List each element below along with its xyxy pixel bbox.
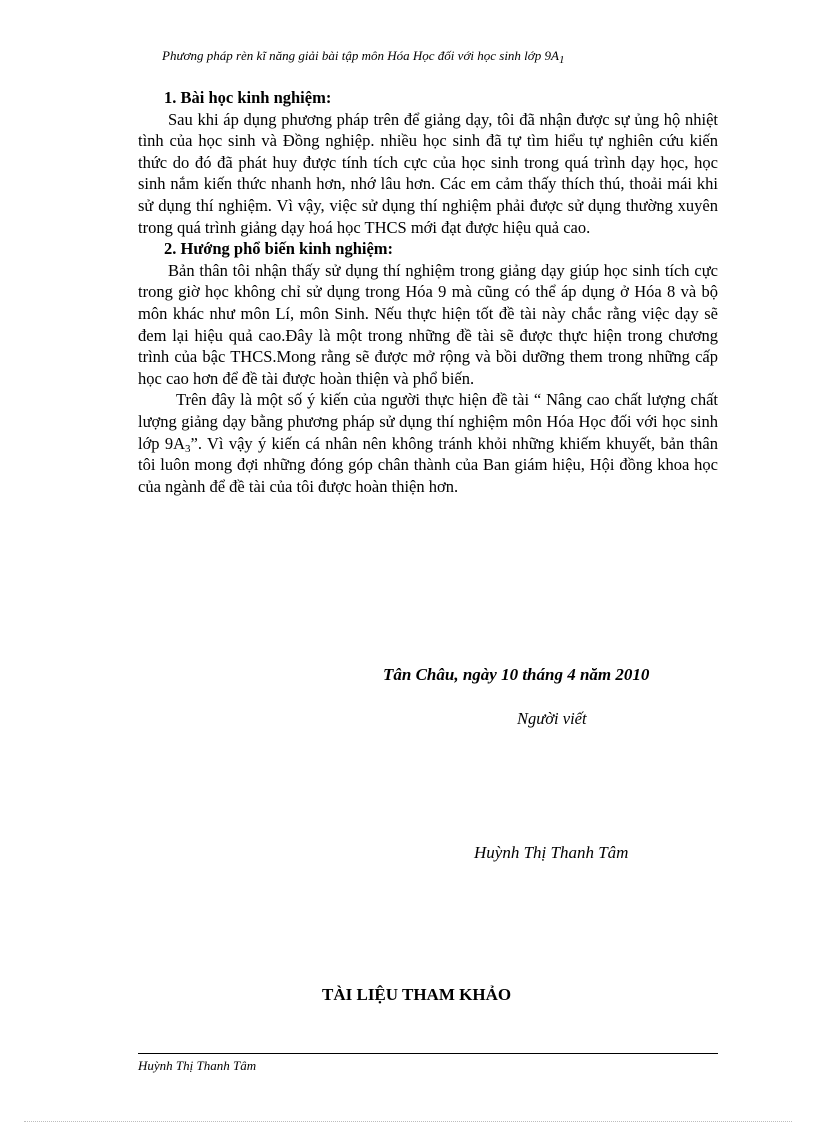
paragraph-closing <box>138 389 718 497</box>
signature-name: Huỳnh Thị Thanh Tâm <box>474 843 629 862</box>
footer-divider <box>138 1053 718 1054</box>
page-header-subscript: 1 <box>558 54 565 66</box>
references-title: TÀI LIỆU THAM KHẢO <box>322 985 512 1004</box>
page-edge-divider <box>24 1121 792 1122</box>
document-body <box>138 87 718 497</box>
paragraph-dissemination: Bản thân tôi nhận thấy sử dụng thí nghiệm trong giảng dạy giúp học sinh tích cực trong giờ học không chỉ sử dụng trong Hóa 9 mà cũng có thể áp dụng ở Hóa 8 và bộ môn khác như môn Lí, môn Sinh. Nếu thực hiện tốt đề tài này chắc rằng việc dạy sẽ đem lại hiệu quả cao.Đây là một trong những đề tài sẽ được thực hiện trong chương trình của bậc THCS.Mong rằng sẽ được mở rộng và bồi dưỡng them trong những cấp học cao hơn để đề tài được hoàn thiện và phổ biến. <box>138 260 718 388</box>
paragraph-lessons: Sau khi áp dụng phương pháp trên để giảng dạy, tôi đã nhận được sự ủng hộ nhiệt tình của học sinh và Đồng nghiệp. nhiều học sinh đã tự tìm hiểu tự nghiên cứu kiến thức do đó đã phát huy được tính tích cực của học sinh trong quá trình dạy học, học sinh nắm kiến thức nhanh hơn, nhớ lâu hơn. Các em cảm thấy thích thú, thoải mái khi sử dụng thí nghiệm. Vì vậy, việc sử dụng thí nghiệm phải được sử dụng thường xuyên trong quá trình giảng dạy hoá học THCS mới đạt được hiệu quả cao. <box>138 109 718 237</box>
page-header-text: Phương pháp rèn kĩ năng giải bài tập môn Hóa Học đối với học sinh lớp 9A <box>162 48 559 63</box>
page-header <box>162 48 702 64</box>
section-heading-dissemination: 2. Hướng phổ biến kinh nghiệm: <box>164 239 394 259</box>
page-footer-author: Huỳnh Thị Thanh Tâm <box>138 1058 257 1073</box>
closing-subscript: 3 <box>185 442 191 455</box>
signature-role: Người viết <box>517 709 587 728</box>
closing-text-part1: Trên đây là một số ý kiến của người thực hiện đề tài “ Nâng cao chất lượng chất lượng giảng dạy bằng phương pháp sử dụng thí nghiệm môn Hóa Học đối với học sinh lớp 9A <box>138 390 718 453</box>
closing-text-part2: ”. Vì vậy ý kiến cá nhân nên không tránh khỏi những khiếm khuyết, bản thân tôi luôn mong đợi những đóng góp chân thành của Ban giám hiệu, Hội đồng khoa học của ngành để đề tài của tôi được hoàn thiện hơn. <box>138 433 718 496</box>
signature-date: Tân Châu, ngày 10 tháng 4 năm 2010 <box>383 665 650 684</box>
section-heading-lessons: 1. Bài học kinh nghiệm: <box>164 88 332 107</box>
